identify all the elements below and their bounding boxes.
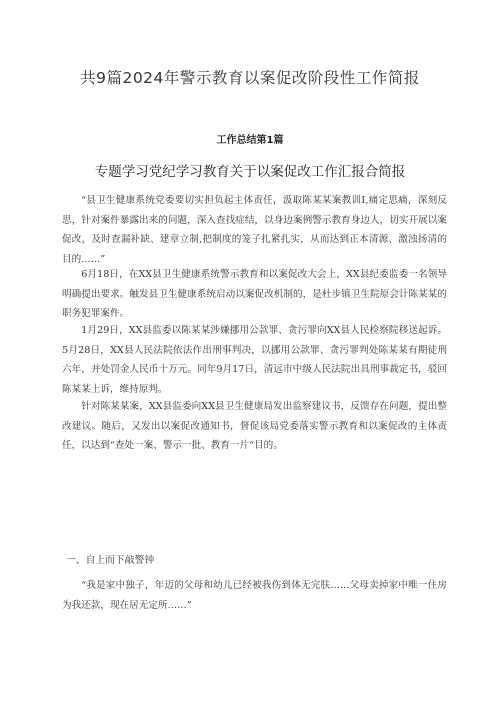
- paragraph-1: “县卫生健康系统党委要切实担负起主体责任，汲取陈某某案教训Ⅰ,痛定思痛，深刻反思，针对案件暴露出来的问题，深入查找症结，以身边案例警示教育身边人，切实开展以案促改，及时查漏补缺、建章立制,把制度的笼子扎紧扎实，从而达到正本清源、激浊扬清的目的……”: [62, 195, 447, 265]
- paragraph-4: 针对陈某某案，XX县监委向XX县卫生健康局发出监察建议书，反馈存在问题，提出整改建议。随后，又发出以案促改通知书，督促该局党委落实警示教育和以案促改的主体责任，以达到“查处一案、警示一批、教育一片“目的。: [62, 401, 447, 451]
- paragraph-3: 1月29日，XX县监委以陈某某涉嫌挪用公款罪、贪污罪向XX县人民检察院移送起诉。5月28日，XX县人民法院依法作出刑事判决，以挪用公款罪、贪污罪判处陈某某有期徒刑六年，并处罚金人民币十万元。同年9月17日，清远市中级人民法院出具刑事裁定书，驳回陈某某上诉，维持原判。: [62, 325, 447, 395]
- quote-paragraph: “我是家中独子，年迈的父母和幼儿已经被我伤到体无完肤……父母卖掉家中唯一住房为我还款，现在居无定所……”: [62, 580, 447, 611]
- paragraph-2: 6月18日，在XX县卫生健康系统警示教育和以案促改大会上，XX县纪委监委一名领导明确提出要求。触发县卫生健康系统启动以案促改机制的，是杜步镇卫生院原会计陈某某的职务犯罪案件。: [62, 269, 447, 319]
- section-subtitle: 专题学习党纪学习教育关于以案促改工作汇报合简报: [94, 164, 406, 180]
- section-label: 工作总结第1篇: [216, 135, 284, 146]
- heading-1: 一、自上而下敲警钟: [66, 555, 155, 566]
- document-title: 共9篇2024年警示教育以案促改阶段性工作简报: [80, 69, 420, 87]
